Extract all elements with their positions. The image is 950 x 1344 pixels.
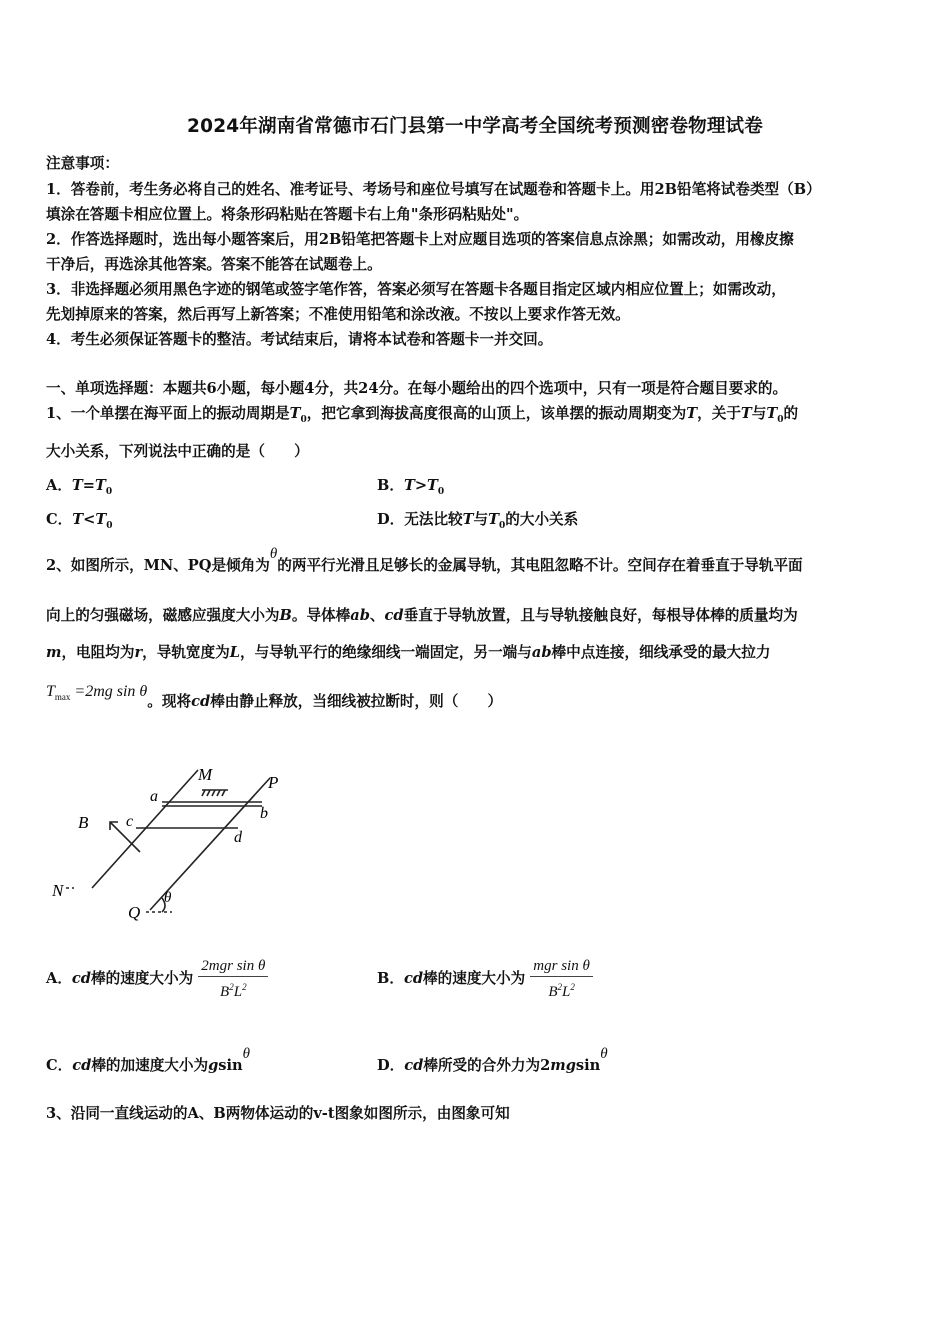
q1-option-b[interactable]: B．$T>T_0$ [377,477,445,497]
q2-option-a[interactable]: A．cd棒的速度大小为 $\frac{\text{2mgr sin θ}}{B^2L^2}$ [46,956,268,1002]
label-a: a [150,788,158,805]
q2-stem-line3: m，电阻均为r，导轨宽度为L，与导轨平行的绝缘细线一端固定，另一端与ab棒中点连接，细线承受的最大拉力 [46,644,771,661]
label-b: b [260,805,268,822]
label-b-field: B [78,813,89,832]
notice-line: 先划掉原来的答案，然后再写上新答案；不准使用铅笔和涂改液。不按以上要求作答无效。 [46,306,630,323]
label-q: Q [128,903,141,922]
b-field-arrow [110,822,140,852]
notice-line: 填涂在答题卡相应位置上。将条形码粘贴在答题卡右上角"条形码粘贴处"。 [46,206,529,223]
section-heading: 一、单项选择题：本题共6小题，每小题4分，共24分。在每小题给出的四个选项中，只有一项是符合题目要求的。 [46,380,788,397]
q1-stem-line1: 1、一个单摆在海平面上的振动周期是$T_0$，把它拿到海拔高度很高的山顶上，该单摆的振动周期变为T，关于T与$T_0$的 [46,405,799,425]
q2-option-d[interactable]: D．cd棒所受的合外力为2mgsinθ [377,1046,608,1074]
rail-mn [92,770,198,888]
q1-option-c[interactable]: C．$T<T_0$ [46,511,113,531]
label-d: d [234,829,242,846]
label-c: c [126,813,134,830]
q2-option-b[interactable]: B．cd棒的速度大小为 $\frac{\text{mgr sin θ}}{B^2L^2}$ [377,956,593,1002]
q1-option-d[interactable]: D．无法比较T与$T_0$的大小关系 [377,511,579,531]
q2-stem-line4: $T_{max} =2mg$ sin θ。现将cd棒由静止释放，当细线被拉断时，则（ ） [46,683,503,710]
q2-stem-line2: 向上的匀强磁场，磁感应强度大小为B。导体棒ab、cd垂直于导轨放置，且与导轨接触良好，每根导体棒的质量均为 [46,607,798,624]
q2-option-a-fraction: $\frac{\text{2mgr sin θ}}{B^2L^2}$ [198,956,268,1002]
notice-line: 2．作答选择题时，选出每小题答案后，用2B铅笔把答题卡上对应题目选项的答案信息点涂黑；如需改动，用橡皮擦 [46,231,794,248]
label-p: P [268,773,279,792]
q2-option-c[interactable]: C．cd棒的加速度大小为gsinθ [46,1046,251,1074]
notice-line: 干净后，再选涂其他答案。答案不能答在试题卷上。 [46,256,382,273]
q3-stem: 3、沿同一直线运动的A、B两物体运动的v-t图象如图所示，由图象可知 [46,1105,510,1122]
notice-line: 1．答卷前，考生务必将自己的姓名、准考证号、考场号和座位号填写在试题卷和答题卡上。用2B铅笔将试卷类型（B） [46,181,821,198]
label-m: M [198,765,213,784]
notice-heading: 注意事项： [46,155,119,172]
notice-line: 3．非选择题必须用黑色字迹的钢笔或签字笔作答，答案必须写在答题卡各题目指定区域内相应位置上；如需改动， [46,281,786,298]
q2-option-b-fraction: $\frac{\text{mgr sin θ}}{B^2L^2}$ [530,956,593,1002]
notice-line: 4．考生必须保证答题卡的整洁。考试结束后，请将本试卷和答题卡一并交回。 [46,331,553,348]
q1-option-a[interactable]: A．$T=T_0$ [46,477,113,497]
tension-formula: $T_{max} =2mg$ sin θ [46,683,148,703]
label-theta: θ [164,890,172,906]
label-n: N [52,881,64,900]
q2-stem-line1: 2、如图所示，MN、PQ是倾角为θ的两平行光滑且足够长的金属导轨，其电阻忽略不计。空间存在着垂直于导轨平面 [46,546,803,574]
page-title: 2024年湖南省常德市石门县第一中学高考全国统考预测密卷物理试卷 [187,116,763,137]
rail-diagram [40,760,320,930]
q1-stem-line2: 大小关系，下列说法中正确的是（ ） [46,443,309,460]
